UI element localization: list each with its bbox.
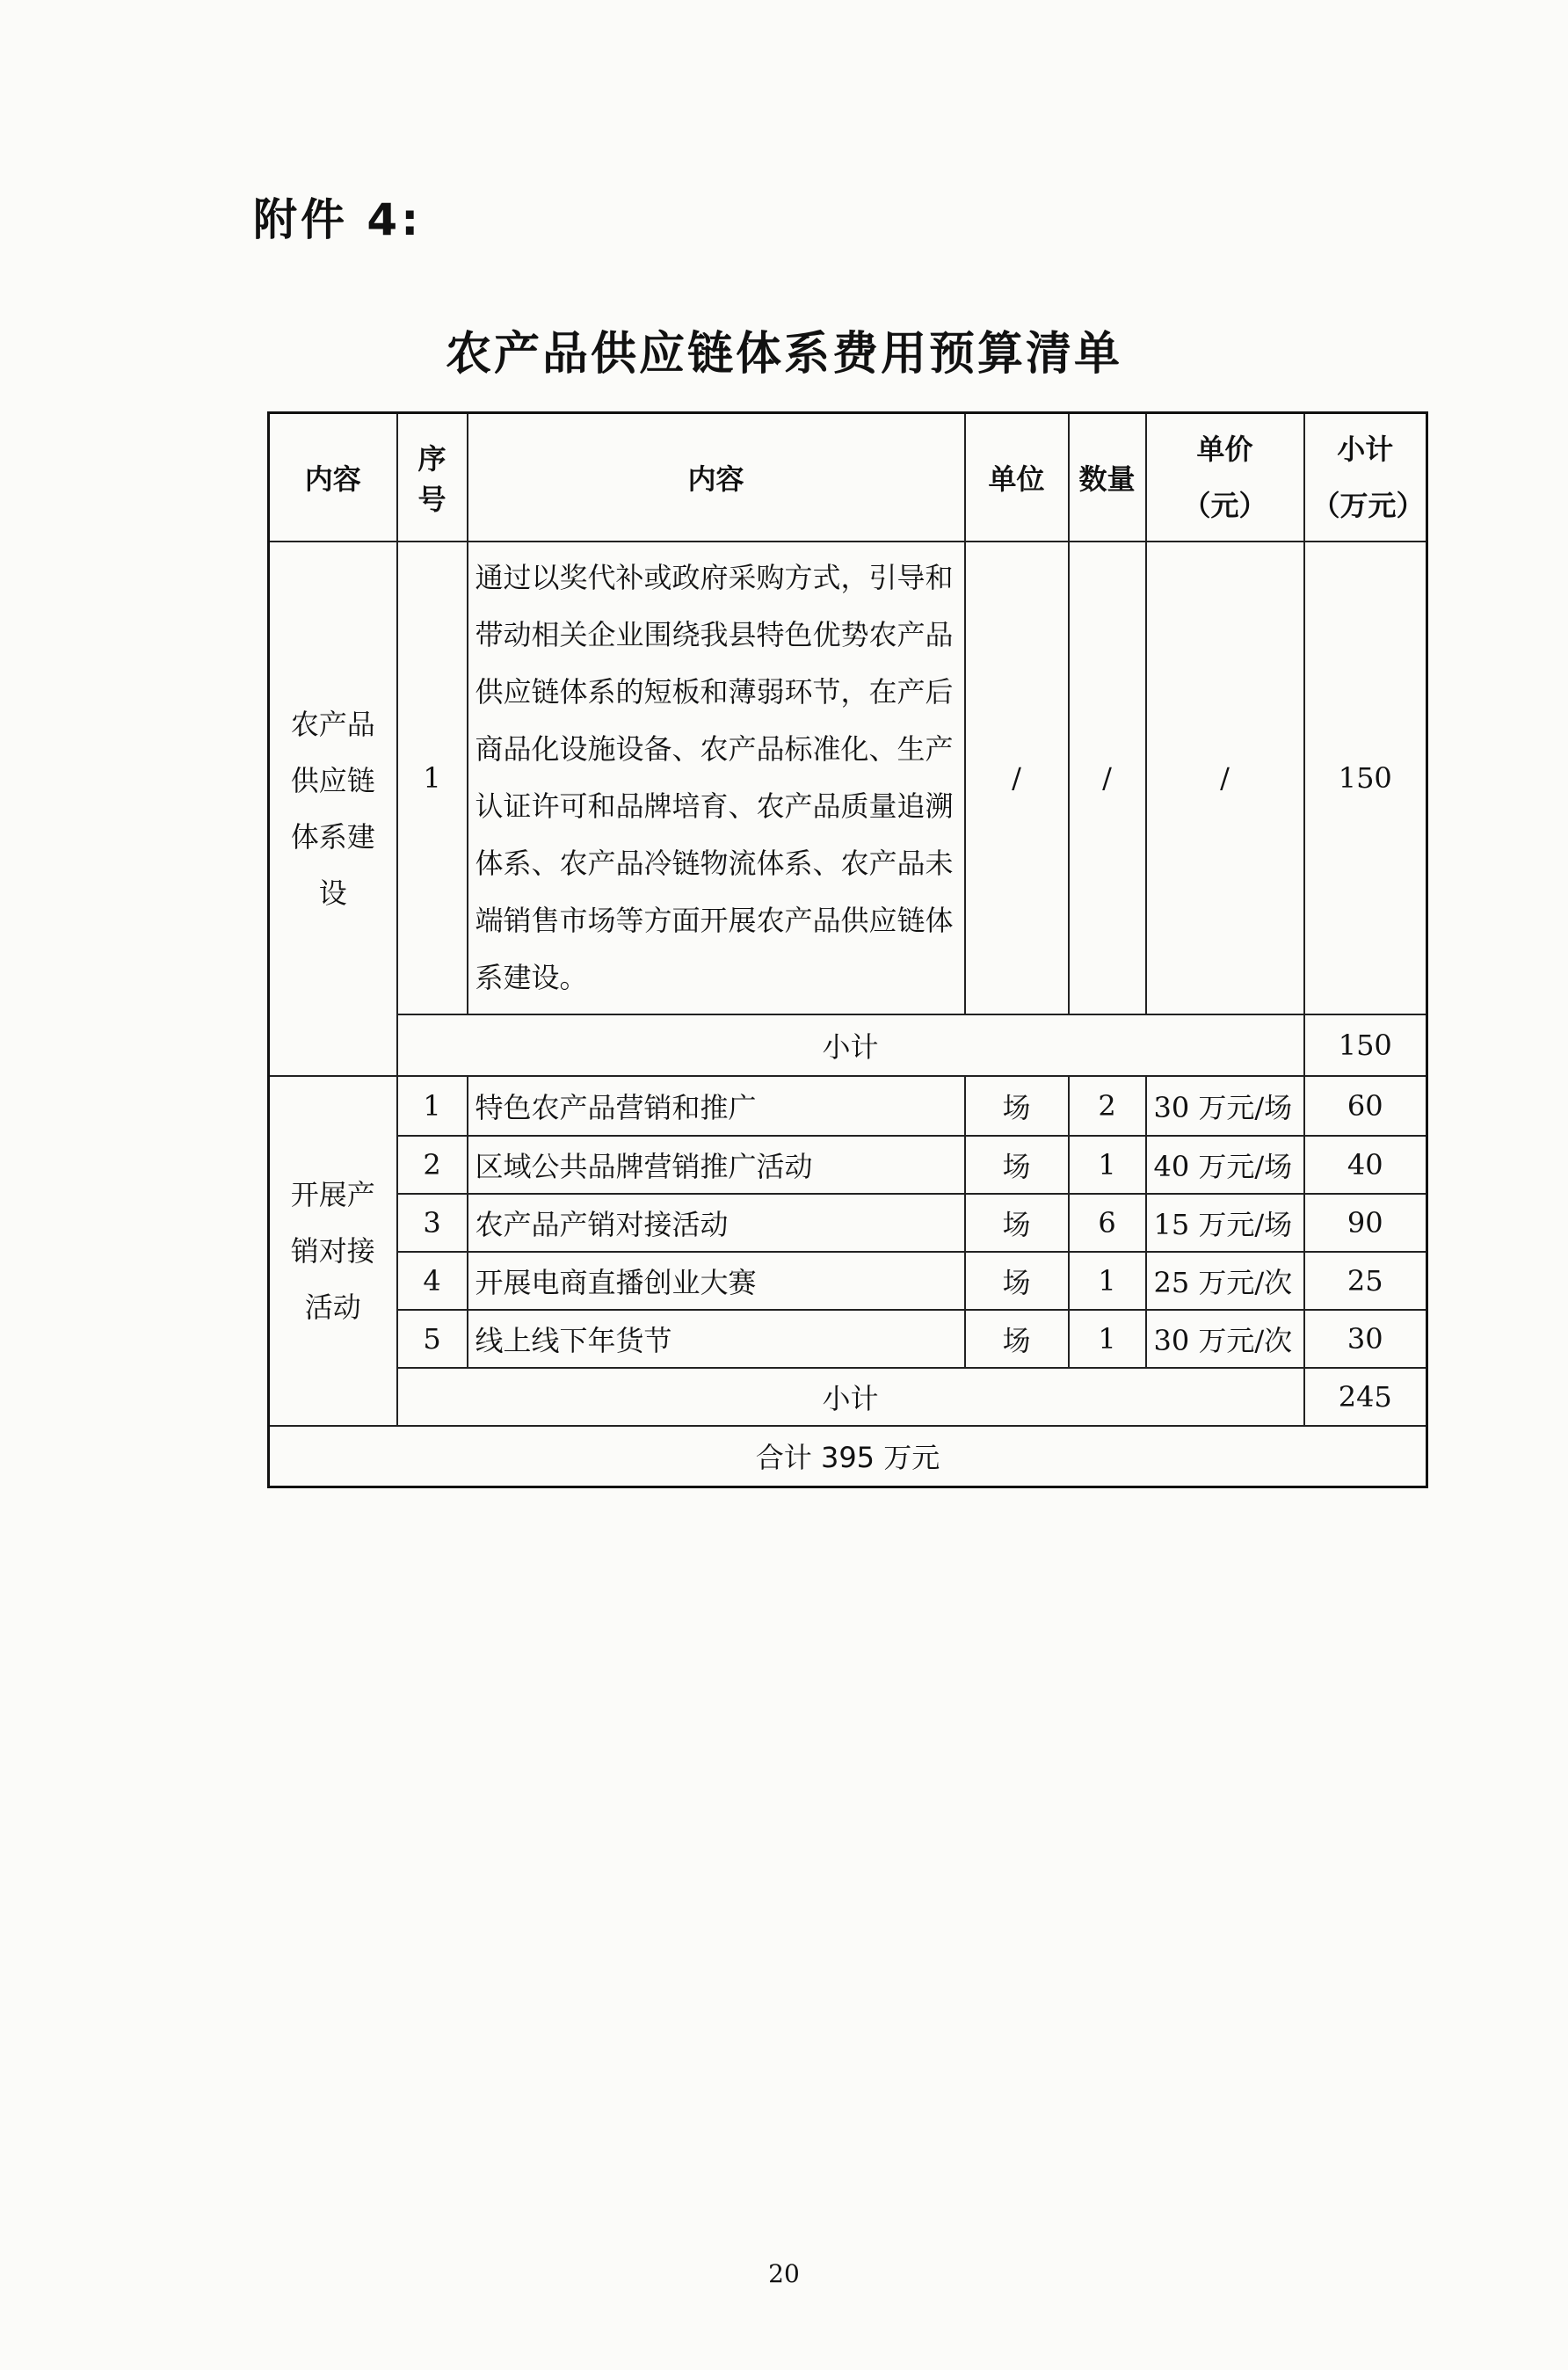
header-content: 内容 (269, 413, 397, 542)
row-seq: 3 (397, 1194, 468, 1252)
section1-qty: / (1069, 542, 1146, 1014)
total-row (269, 1426, 1427, 1487)
row-content: 特色农产品营销和推广 (468, 1076, 965, 1136)
table-row (269, 1136, 1427, 1194)
header-content-detail: 内容 (468, 413, 965, 542)
header-subtotal-line2: （万元） (1311, 488, 1425, 522)
row-price: 30 万元/次 (1146, 1310, 1304, 1368)
row-seq: 1 (397, 1076, 468, 1136)
section1-seq: 1 (397, 542, 468, 1014)
header-seq: 序号 (397, 413, 468, 542)
row-content: 区域公共品牌营销推广活动 (468, 1136, 965, 1194)
row-seq: 2 (397, 1136, 468, 1194)
header-price-line2: （元） (1182, 488, 1267, 522)
table-row (269, 1194, 1427, 1252)
row-subtotal: 30 (1304, 1310, 1427, 1368)
section1-row (269, 542, 1427, 1014)
header-price (1146, 413, 1304, 542)
page-number: 20 (768, 2259, 800, 2288)
row-qty: 1 (1069, 1310, 1146, 1368)
page-title: 农产品供应链体系费用预算清单 (445, 328, 1122, 381)
header-subtotal (1304, 413, 1427, 542)
row-price: 15 万元/场 (1146, 1194, 1304, 1252)
row-qty: 1 (1069, 1136, 1146, 1194)
row-unit: 场 (965, 1310, 1069, 1368)
section2-category: 开展产销对接活动 (269, 1076, 397, 1426)
table-row (269, 1310, 1427, 1368)
row-subtotal: 60 (1304, 1076, 1427, 1136)
header-unit: 单位 (965, 413, 1069, 542)
row-content: 开展电商直播创业大赛 (468, 1252, 965, 1310)
row-qty: 6 (1069, 1194, 1146, 1252)
attachment-label: 附件 4: (253, 194, 423, 245)
section1-category: 农产品供应链体系建设 (269, 542, 397, 1076)
row-subtotal: 40 (1304, 1136, 1427, 1194)
row-subtotal: 90 (1304, 1194, 1427, 1252)
section2-subtotal-row (269, 1368, 1427, 1426)
header-row (269, 413, 1427, 542)
row-content: 农产品产销对接活动 (468, 1194, 965, 1252)
row-qty: 2 (1069, 1076, 1146, 1136)
section2-subtotal-value: 245 (1304, 1368, 1427, 1426)
section1-description: 通过以奖代补或政府采购方式，引导和带动相关企业围绕我县特色优势农产品供应链体系的短板和薄弱环节，在产后商品化设施设备、农产品标准化、生产认证许可和品牌培育、农产品质量追溯体系、农产品冷链物流体系、农产品未端销售市场等方面开展农产品供应链体系建设。 (468, 542, 965, 1014)
row-price: 30 万元/场 (1146, 1076, 1304, 1136)
table-row (269, 1252, 1427, 1310)
header-price-line1: 单价 (1196, 432, 1253, 466)
section1-subtotal-value: 150 (1304, 1014, 1427, 1076)
row-unit: 场 (965, 1076, 1069, 1136)
section1-subtotal: 150 (1304, 542, 1427, 1014)
section1-price: / (1146, 542, 1304, 1014)
budget-table (267, 411, 1428, 1488)
row-content: 线上线下年货节 (468, 1310, 965, 1368)
row-unit: 场 (965, 1194, 1069, 1252)
grand-total: 合计 395 万元 (269, 1426, 1427, 1487)
row-seq: 5 (397, 1310, 468, 1368)
section1-subtotal-label: 小计 (397, 1014, 1304, 1076)
row-unit: 场 (965, 1252, 1069, 1310)
header-subtotal-line1: 小计 (1337, 432, 1394, 466)
section1-unit: / (965, 542, 1069, 1014)
row-seq: 4 (397, 1252, 468, 1310)
header-qty: 数量 (1069, 413, 1146, 542)
section2-subtotal-label: 小计 (397, 1368, 1304, 1426)
row-price: 25 万元/次 (1146, 1252, 1304, 1310)
row-subtotal: 25 (1304, 1252, 1427, 1310)
table-row (269, 1076, 1427, 1136)
row-price: 40 万元/场 (1146, 1136, 1304, 1194)
section1-subtotal-row (269, 1014, 1427, 1076)
row-unit: 场 (965, 1136, 1069, 1194)
row-qty: 1 (1069, 1252, 1146, 1310)
